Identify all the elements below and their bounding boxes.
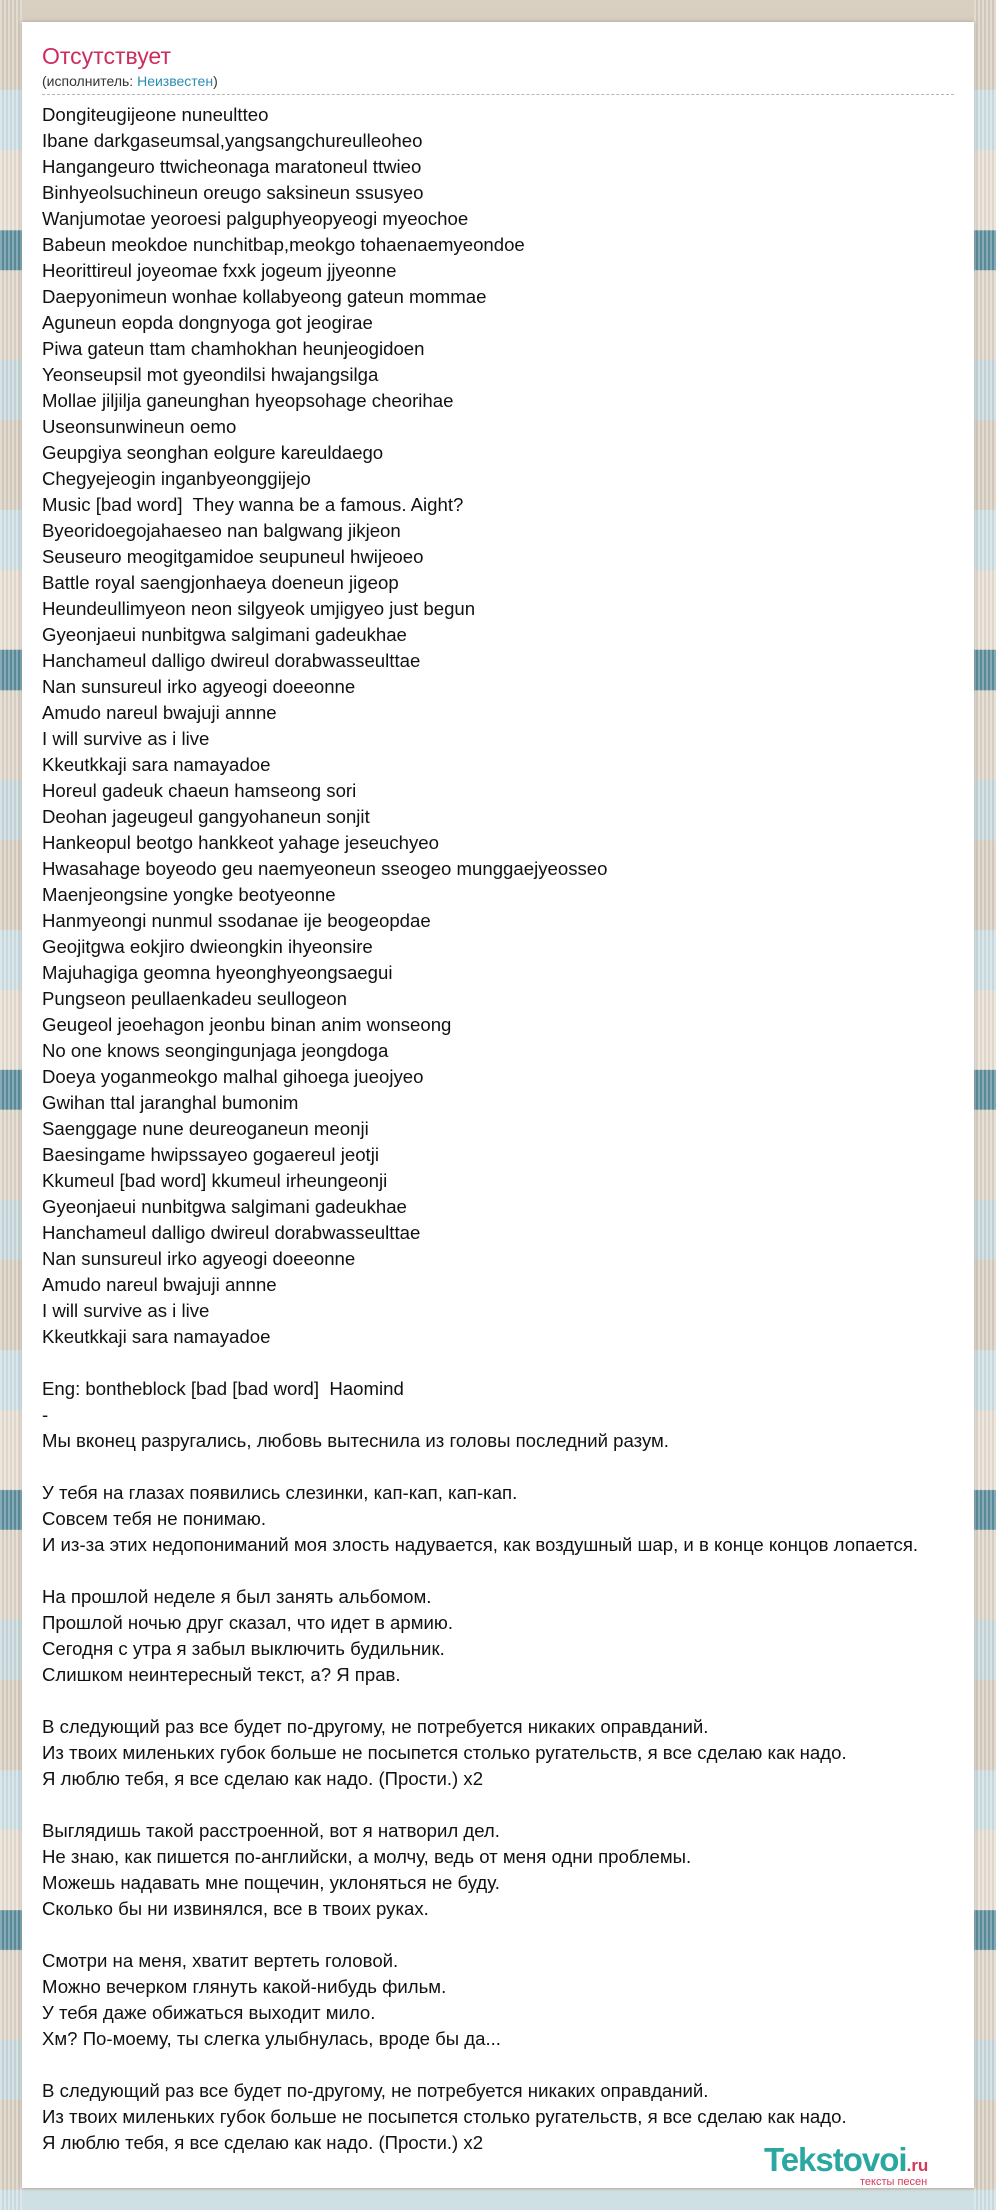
lyrics-card bbox=[22, 22, 974, 2188]
lyric-line: Можно вечерком глянуть какой-нибудь фильм. bbox=[42, 1976, 447, 1997]
lyric-line: Kkeutkkaji sara namayadoe bbox=[42, 754, 271, 775]
lyric-line: Chegyejeogin inganbyeonggijejo bbox=[42, 468, 311, 489]
lyric-line: На прошлой неделе я был занять альбомом. bbox=[42, 1586, 432, 1607]
lyric-line: Gyeonjaeui nunbitgwa salgimani gadeukhae bbox=[42, 624, 407, 645]
lyric-line: Hangangeuro ttwicheonaga maratoneul ttwieo bbox=[42, 156, 422, 177]
background-stripe-left bbox=[0, 0, 22, 2210]
lyrics-text bbox=[42, 102, 996, 2156]
lyric-line: Я люблю тебя, я все сделаю как надо. (Прости.) x2 bbox=[42, 1768, 484, 1789]
lyric-line: Heundeullimyeon neon silgyeok umjigyeo just begun bbox=[42, 598, 476, 619]
song-header bbox=[42, 42, 954, 95]
lyric-line: Ibane darkgaseumsal,yangsangchureulleoheo bbox=[42, 130, 423, 151]
lyric-line: I will survive as i live bbox=[42, 728, 210, 749]
lyric-line: Geojitgwa eokjiro dwieongkin ihyeonsire bbox=[42, 936, 373, 957]
song-title: Отсутствует bbox=[42, 43, 171, 69]
lyric-line: Amudo nareul bwajuji annne bbox=[42, 1274, 277, 1295]
lyric-line: Hwasahage boyeodo geu naemyeoneun sseogeo munggaejyeosseo bbox=[42, 858, 608, 879]
lyric-line: Hanchameul dalligo dwireul dorabwasseulttae bbox=[42, 1222, 421, 1243]
lyric-line: Смотри на меня, хватит вертеть головой. bbox=[42, 1950, 399, 1971]
artist-line bbox=[42, 72, 954, 90]
lyric-line bbox=[42, 1558, 996, 1584]
lyric-line: В следующий раз все будет по-другому, не потребуется никаких оправданий. bbox=[42, 2080, 709, 2101]
lyric-line: Geupgiya seonghan eolgure kareuldaego bbox=[42, 442, 384, 463]
lyric-line bbox=[42, 2052, 996, 2078]
lyric-line: Не знаю, как пишется по-английски, а молчу, ведь от меня одни проблемы. bbox=[42, 1846, 692, 1867]
lyric-line: Aguneun eopda dongnyoga got jeogirae bbox=[42, 312, 373, 333]
artist-link[interactable]: Неизвестен bbox=[137, 73, 214, 89]
lyric-line: Useonsunwineun oemo bbox=[42, 416, 237, 437]
artist-suffix: ) bbox=[213, 73, 218, 89]
lyric-line: Deohan jageugeul gangyohaneun sonjit bbox=[42, 806, 370, 827]
lyric-line: В следующий раз все будет по-другому, не потребуется никаких оправданий. bbox=[42, 1716, 709, 1737]
lyric-line: Horeul gadeuk chaeun hamseong sori bbox=[42, 780, 357, 801]
lyric-line: Прошлой ночью друг сказал, что идет в армию. bbox=[42, 1612, 453, 1633]
lyric-line: Seuseuro meogitgamidoe seupuneul hwijeoeo bbox=[42, 546, 424, 567]
lyric-line: Выглядишь такой расстроенной, вот я натворил дел. bbox=[42, 1820, 500, 1841]
lyric-line: Hankeopul beotgo hankkeot yahage jeseuchyeo bbox=[42, 832, 439, 853]
lyric-line bbox=[42, 1454, 996, 1480]
lyric-line: Eng: bontheblock [bad [bad word] Haomind bbox=[42, 1378, 404, 1399]
lyric-line: Mollae jiljilja ganeunghan hyeopsohage cheorihae bbox=[42, 390, 454, 411]
lyric-line: Wanjumotae yeoroesi palguphyeopyeogi myeochoe bbox=[42, 208, 469, 229]
lyric-line: Maenjeongsine yongke beotyeonne bbox=[42, 884, 336, 905]
lyric-line: Слишком неинтересный текст, а? Я прав. bbox=[42, 1664, 401, 1685]
lyric-line: Binhyeolsuchineun oreugo saksineun ssusyeo bbox=[42, 182, 424, 203]
lyric-line: Yeonseupsil mot gyeondilsi hwajangsilga bbox=[42, 364, 379, 385]
lyric-line: Я люблю тебя, я все сделаю как надо. (Прости.) x2 bbox=[42, 2132, 484, 2153]
lyric-line: Из твоих миленьких губок больше не посыпется столько ругательств, я все сделаю как надо. bbox=[42, 1742, 847, 1763]
logo-tagline: тексты песен bbox=[860, 2176, 928, 2188]
lyric-line: Amudo nareul bwajuji annne bbox=[42, 702, 277, 723]
lyric-line: Hanchameul dalligo dwireul dorabwasseulttae bbox=[42, 650, 421, 671]
lyric-line: Baesingame hwipssayeo gogaereul jeotji bbox=[42, 1144, 379, 1165]
lyric-line: Heorittireul joyeomae fxxk jogeum jjyeonne bbox=[42, 260, 397, 281]
lyric-line: Kkeutkkaji sara namayadoe bbox=[42, 1326, 271, 1347]
site-logo[interactable] bbox=[764, 2142, 969, 2190]
logo-name: Tekstovoi bbox=[764, 2141, 907, 2178]
lyric-line: Daepyonimeun wonhae kollabyeong gateun mommae bbox=[42, 286, 487, 307]
lyric-line: - bbox=[42, 1404, 49, 1425]
lyric-line: У тебя даже обижаться выходит мило. bbox=[42, 2002, 376, 2023]
lyric-line bbox=[42, 1688, 996, 1714]
lyric-line: Dongiteugijeone nuneultteo bbox=[42, 104, 269, 125]
lyric-line: Hanmyeongi nunmul ssodanae ije beogeopdae bbox=[42, 910, 431, 931]
lyric-line: Сколько бы ни извинялся, все в твоих руках. bbox=[42, 1898, 429, 1919]
lyric-line: Из твоих миленьких губок больше не посыпется столько ругательств, я все сделаю как надо. bbox=[42, 2106, 847, 2127]
lyric-line: Мы вконец разругались, любовь вытеснила из головы последний разум. bbox=[42, 1430, 669, 1451]
lyric-line: Сегодня с утра я забыл выключить будильник. bbox=[42, 1638, 445, 1659]
lyric-line: Kkumeul [bad word] kkumeul irheungeonji bbox=[42, 1170, 388, 1191]
artist-prefix: (исполнитель: bbox=[42, 73, 138, 89]
lyric-line: Совсем тебя не понимаю. bbox=[42, 1508, 267, 1529]
lyric-line: I will survive as i live bbox=[42, 1300, 210, 1321]
lyric-line: Gyeonjaeui nunbitgwa salgimani gadeukhae bbox=[42, 1196, 407, 1217]
lyric-line: Battle royal saengjonhaeya doeneun jigeop bbox=[42, 572, 399, 593]
lyric-line: Saenggage nune deureoganeun meonji bbox=[42, 1118, 369, 1139]
lyric-line: Doeya yoganmeokgo malhal gihoega jueojyeo bbox=[42, 1066, 424, 1087]
lyric-line: Gwihan ttal jaranghal bumonim bbox=[42, 1092, 299, 1113]
lyric-line: И из-за этих недопониманий моя злость надувается, как воздушный шар, и в конце концов лопается. bbox=[42, 1534, 919, 1555]
lyric-line: No one knows seongingunjaga jeongdoga bbox=[42, 1040, 389, 1061]
lyric-line: Nan sunsureul irko agyeogi doeeonne bbox=[42, 1248, 356, 1269]
lyric-line: Byeoridoegojahaeseo nan balgwang jikjeon bbox=[42, 520, 401, 541]
lyric-line: Piwa gateun ttam chamhokhan heunjeogidoen bbox=[42, 338, 425, 359]
lyric-line: Pungseon peullaenkadeu seullogeon bbox=[42, 988, 347, 1009]
lyric-line: Majuhagiga geomna hyeonghyeongsaegui bbox=[42, 962, 393, 983]
lyric-line bbox=[42, 1792, 996, 1818]
lyric-line: Geugeol jeoehagon jeonbu binan anim wonseong bbox=[42, 1014, 452, 1035]
lyric-line: Babeun meokdoe nunchitbap,meokgo tohaenaemyeondoe bbox=[42, 234, 525, 255]
lyric-line: Nan sunsureul irko agyeogi doeeonne bbox=[42, 676, 356, 697]
lyric-line bbox=[42, 1350, 996, 1376]
lyric-line: Можешь надавать мне пощечин, уклоняться не буду. bbox=[42, 1872, 500, 1893]
header-divider bbox=[42, 94, 954, 95]
lyric-line bbox=[42, 1922, 996, 1948]
lyric-line: У тебя на глазах появились слезинки, кап-кап, кап-кап. bbox=[42, 1482, 518, 1503]
logo-tld: .ru bbox=[906, 2156, 929, 2175]
lyric-line: Хм? По-моему, ты слегка улыбнулась, вроде бы да... bbox=[42, 2028, 501, 2049]
lyric-line: Music [bad word] They wanna be a famous. Aight? bbox=[42, 494, 464, 515]
